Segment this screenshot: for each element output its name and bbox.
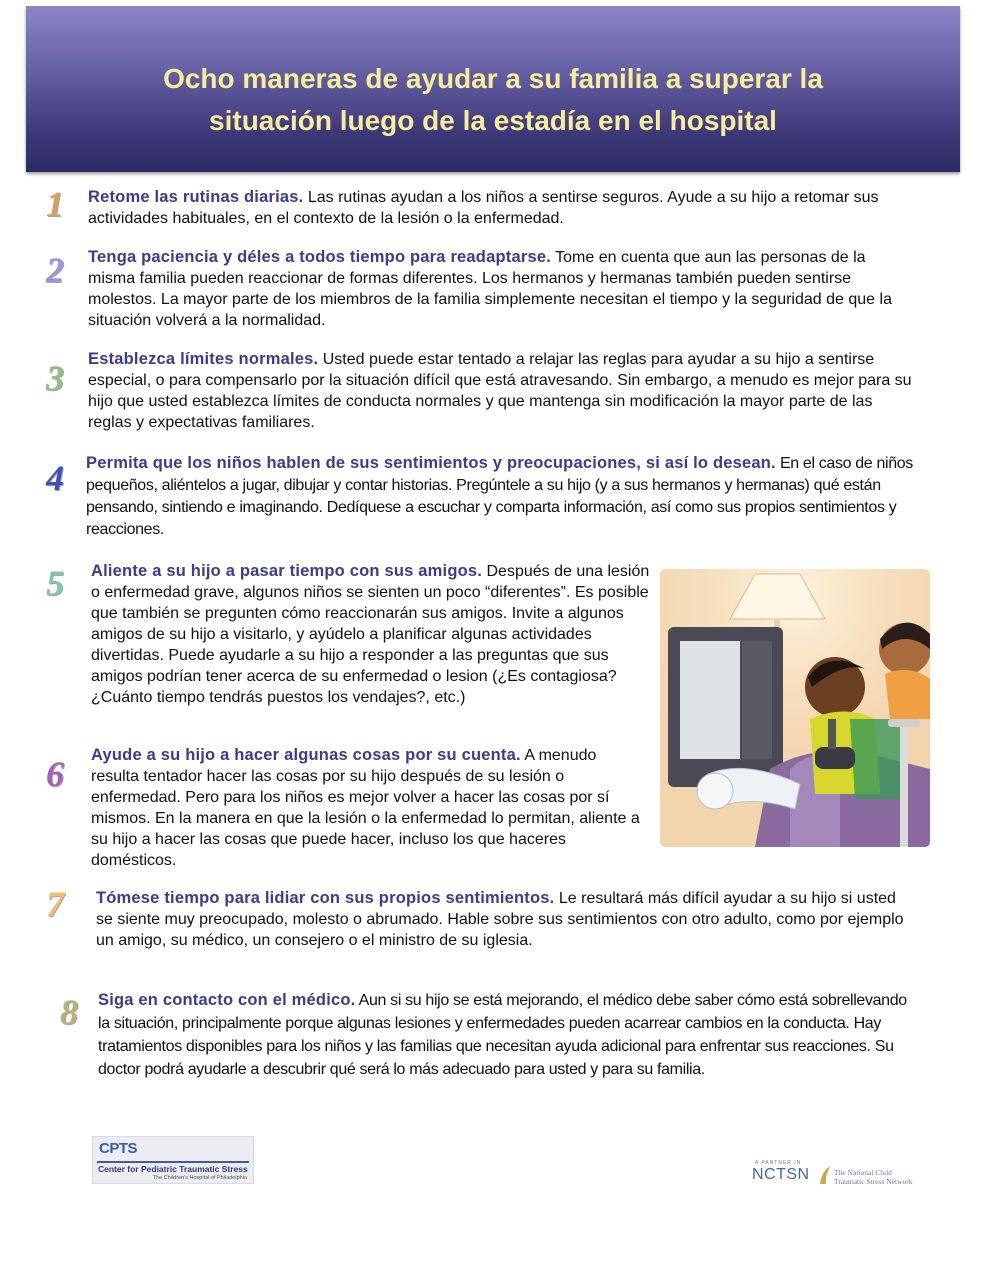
number-7-icon: 7: [46, 884, 64, 924]
number-5-icon: 5: [46, 563, 64, 603]
item-heading: Retome las rutinas diarias.: [88, 188, 304, 206]
list-item: [88, 187, 928, 229]
cpts-logo-subtitle: The Children's Hospital of Philadelphia: [152, 1175, 247, 1181]
item-heading: Permita que los niños hablen de sus sentimientos y preocupaciones, si así lo desean.: [86, 454, 776, 472]
list-item: [91, 561, 651, 708]
illustration-svg: [660, 569, 930, 847]
item-text: En el caso de niños pequeños, aliéntelos a jugar, dibujar y contar historias. Pregúntele a su hijo (y a sus hermanos y hermanas) qué están pensando, sintiendo e imaginando. Dedíquese a escuchar y comparta información, así como sus propios sentimientos y reacciones.: [86, 455, 913, 538]
item-text: Las rutinas ayudan a los niños a sentirse seguros. Ayude a su hijo a retomar sus actividades habituales, en el contexto de la lesión o la enfermedad.: [88, 189, 879, 227]
list-item: [96, 888, 916, 951]
item-text: Después de una lesión o enfermedad grave, algunos niños se sienten un poco “diferentes”. Es posible que también se pregunten cómo reaccionarán sus amigos. Invite a algunos amigos de su hijo a visitarlo, y ayúdelo a planificar algunas actividades divertidas. Puede ayudarle a su hijo a responder a las preguntas que sus amigos podrían tener acerca de su enfermedad o lesion (¿Es contagiosa? ¿Cuánto tiempo tendrás puestos los vendajes?, etc.): [91, 563, 650, 706]
item-heading: Tómese tiempo para lidiar con sus propios sentimientos.: [96, 889, 555, 907]
number-6-icon: 6: [46, 754, 64, 794]
item-text: Aun si su hijo se está mejorando, el médico debe saber cómo está sobrellevando la situación, principalmente porque algunas lesiones y enfermedades pueden acarrear cambios en la conducta. Hay tratamientos disponibles para los niños y las familias que necesitan ayuda adicional para enfrentar sus reacciones. Su doctor podrá ayudarle a descubrir qué será lo más adecuado para usted y para su familia.: [98, 992, 907, 1078]
nctsn-subtitle: The National Child Traumatic Stress Network: [834, 1168, 913, 1186]
title-line-2: situación luego de la estadía en el hospital: [209, 105, 777, 136]
list-item: [91, 745, 646, 871]
item-text: A menudo resulta tentador hacer las cosas por su hijo después de su lesión o enfermedad. Pero para los niños es mejor volver a hacer las cosas por sí mismos. En la manera en que la lesión o la enfermedad lo permitan, aliente a su hijo a hacer las cosas que puede hacer, incluso los que haceres domésticos.: [91, 747, 640, 869]
list-item: [88, 349, 913, 433]
item-heading: Siga en contacto con el médico.: [98, 991, 356, 1009]
number-8-icon: 8: [60, 992, 78, 1032]
cpts-logo: [92, 1136, 254, 1184]
list-item: [88, 247, 908, 331]
nctsn-swoosh-icon: [818, 1164, 832, 1186]
item-heading: Ayude a su hijo a hacer algunas cosas por su cuenta.: [91, 746, 521, 764]
number-2-icon: 2: [46, 250, 64, 290]
child-with-cast-playing-video-game-illustration: [660, 569, 930, 847]
cpts-logo-short: CPTS: [99, 1140, 138, 1157]
nctsn-name: NCTSN: [752, 1166, 810, 1183]
title-line-1: Ocho maneras de ayudar a su familia a superar la: [163, 63, 823, 94]
item-heading: Aliente a su hijo a pasar tiempo con sus amigos.: [91, 562, 483, 580]
page-title: [26, 58, 960, 142]
number-4-icon: 4: [46, 458, 64, 498]
list-item: [98, 989, 908, 1081]
number-3-icon: 3: [46, 358, 64, 398]
item-heading: Tenga paciencia y déles a todos tiempo para readaptarse.: [88, 248, 551, 266]
item-text: Usted puede estar tentado a relajar las reglas para ayudar a su hijo a sentirse especial, o para compensarlo por la situación difícil que está atravesando. Sin embargo, a menudo es mejor para su hijo que usted establezca límites de conducta normales y que mantenga sin modificación la mayor parte de las reglas y expectativas familiares.: [88, 351, 912, 431]
item-heading: Establezca límites normales.: [88, 350, 319, 368]
item-text: Tome en cuenta que aun las personas de la misma familia pueden reaccionar de formas diferentes. Los hermanos y hermanas también pueden sentirse molestos. La mayor parte de los miembros de la familia simplemente necesitan el tiempo y la seguridad de que la situación volverá a la normalidad.: [88, 249, 892, 329]
number-1-icon: 1: [46, 184, 64, 224]
item-text: Le resultará más difícil ayudar a su hijo si usted se siente muy preocupado, molesto o abrumado. Hable sobre sus sentimientos con otro adulto, como por ejemplo un amigo, su médico, un consejero o el ministro de su iglesia.: [96, 890, 904, 949]
cpts-logo-name: Center for Pediatric Traumatic Stress: [98, 1164, 248, 1174]
nctsn-partner-text: A PARTNER IN: [755, 1160, 802, 1166]
cpts-logo-rule: [97, 1161, 249, 1163]
list-item: [86, 452, 916, 541]
